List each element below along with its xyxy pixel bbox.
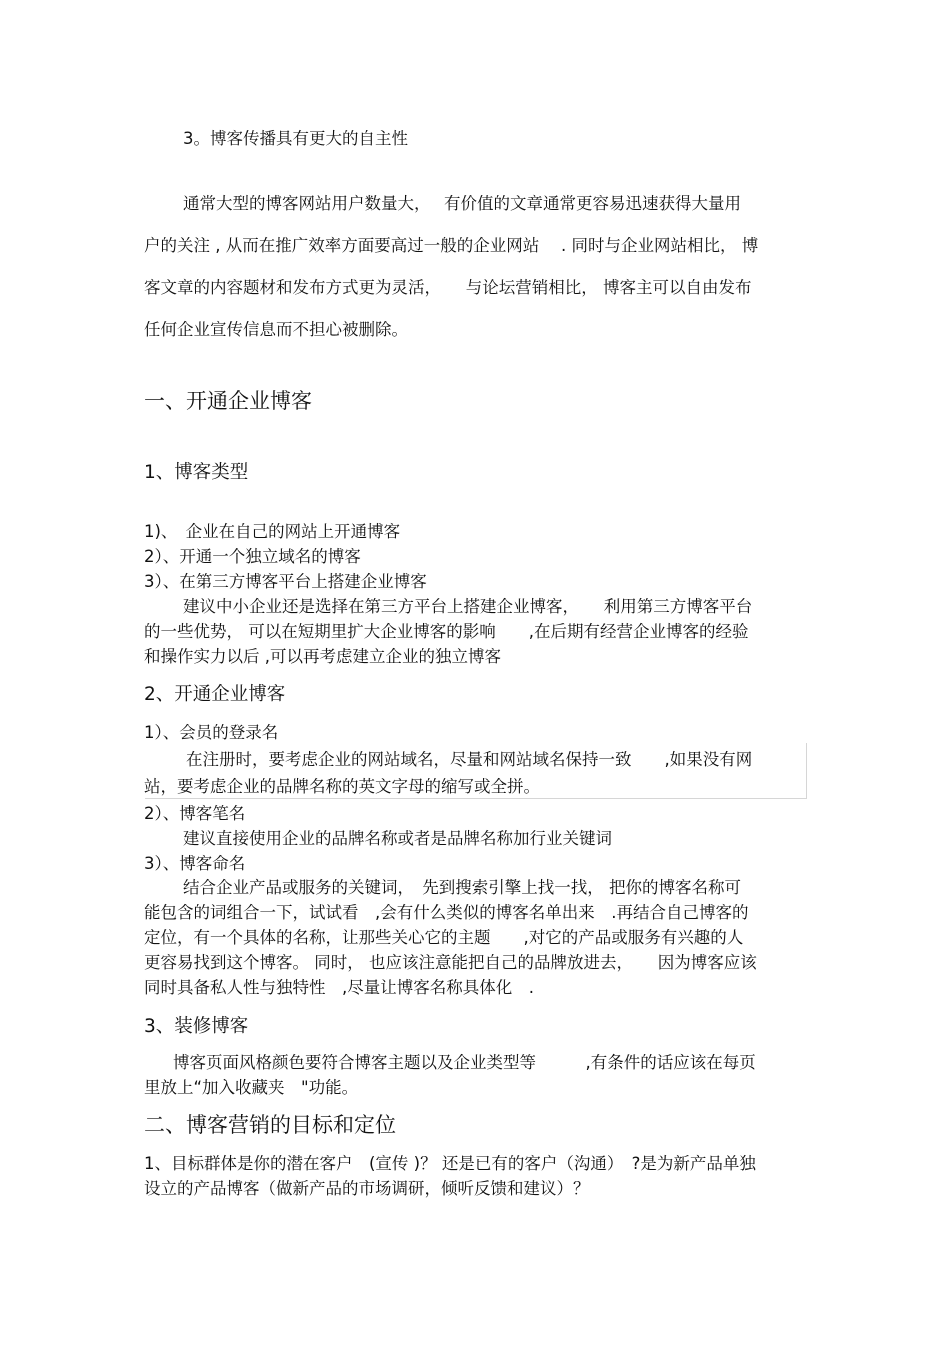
paragraph-line: 站，要考虑企业的品牌名称的英文字母的缩写或全拼。 [144,777,540,796]
intro-heading: 3。博客传播具有更大的自主性 [183,129,408,148]
paragraph-line: 定位，有一个具体的名称，让那些关心它的主题 ,对它的产品或服务有兴趣的人 [144,928,744,947]
paragraph-line: 同时具备私人性与独特性 ,尽量让博客名称具体化 . [144,978,534,997]
subsection-1-title: 1、博客类型 [144,462,249,483]
section-2-title: 二、博客营销的目标和定位 [144,1113,396,1137]
paragraph-line: 更容易找到这个博客。 同时， 也应该注意能把自己的品牌放进去， 因为博客应该 [144,953,757,972]
paragraph-line: 建议中小企业还是选择在第三方平台上搭建企业博客， 利用第三方博客平台 [183,597,753,616]
paragraph-line: 和操作实力以后 ,可以再考虑建立企业的独立博客 [144,647,501,666]
section-1-title: 一、开通企业博客 [144,389,312,413]
paragraph-line: 能包含的词组合一下，试试看 ,会有什么类似的博客名单出来 .再结合自己博客的 [144,903,749,922]
paragraph-line: 博客页面风格颜色要符合博客主题以及企业类型等 ,有条件的话应该在每页 [173,1053,756,1072]
paragraph-line: 1、目标群体是你的潜在客户 (宣传 )？ 还是已有的客户（沟通） ?是为新产品单独 [144,1154,756,1173]
list-item: 2）、开通一个独立域名的博客 [144,547,361,566]
list-item: 3）、在第三方博客平台上搭建企业博客 [144,572,427,591]
intro-line-2: 户的关注 , 从而在推广效率方面要高过一般的企业网站 . 同时与企业网站相比， 博 [144,236,759,255]
paragraph-line: 里放上“加入收藏夹 "功能。 [144,1078,359,1097]
subsection-2-title: 2、开通企业博客 [144,684,286,705]
subsection-3-title: 3、装修博客 [144,1016,249,1037]
list-item: 1)、 企业在自己的网站上开通博客 [144,522,401,541]
paragraph-line: 设立的产品博客（做新产品的市场调研，倾听反馈和建议）？ [144,1179,590,1198]
list-item: 1）、会员的登录名 [144,723,279,742]
paragraph-line: 的一些优势， 可以在短期里扩大企业博客的影响 ,在后期有经营企业博客的经验 [144,622,749,641]
paragraph-line: 结合企业产品或服务的关键词， 先到搜索引擎上找一找， 把你的博客名称可 [183,878,741,897]
paragraph-line: 在注册时，要考虑企业的网站域名，尽量和网站域名保持一致 ,如果没有网 [186,750,753,769]
intro-line-3: 客文章的内容题材和发布方式更为灵活， 与论坛营销相比， 博客主可以自由发布 [144,278,752,297]
intro-line-1: 通常大型的博客网站用户数量大， 有价值的文章通常更容易迅速获得大量用 [183,194,741,213]
paragraph-line: 建议直接使用企业的品牌名称或者是品牌名称加行业关键词 [183,829,612,848]
list-item: 3）、博客命名 [144,854,246,873]
list-item: 2）、博客笔名 [144,804,246,823]
intro-line-4: 任何企业宣传信息而不担心被删除。 [144,320,408,339]
